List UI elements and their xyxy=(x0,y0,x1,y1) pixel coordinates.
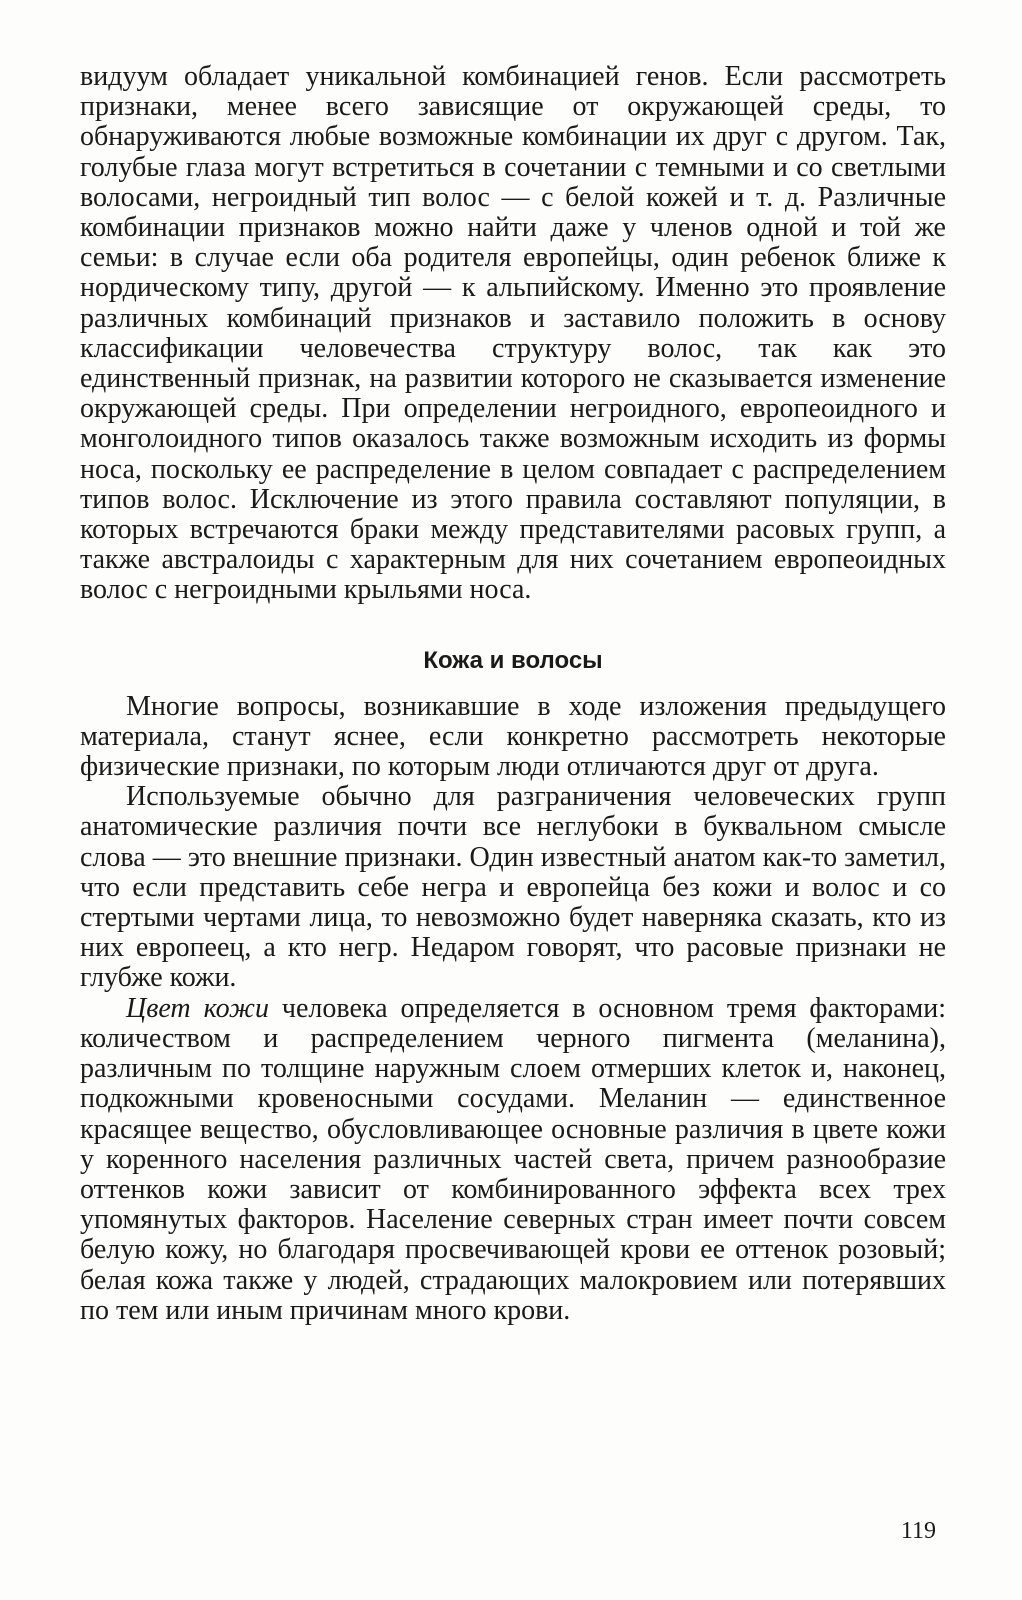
paragraph-intro: Многие вопросы, возникавшие в ходе изложения предыдущего материала, станут яснее, если конкретно рассмотреть некоторые физические признаки, по которым люди отличаются друг от друга. xyxy=(80,690,946,783)
italic-term: Цвет кожи xyxy=(126,992,269,1024)
section-heading: Кожа и волосы xyxy=(423,646,603,674)
paragraph-continuation: видуум обладает уникальной комбинацией генов. Если рассмотреть признаки, менее всего зависящие от окружающей среды, то обнаруживаются любые возможные комбинации их друг с другом. Так, голубые глаза могут встретиться в сочетании с темными и со светлыми волосами, негроидный тип волос — с белой кожей и т. д. Различные комбинации признаков можно найти даже у членов одной и той же семьи: в случае если оба родителя европейцы, один ребенок ближе к нордическому типу, другой — к альпийскому. Именно это проявление различных комбинаций признаков и заставило положить в основу классификации человечества структуру волос, так как это единственный признак, на развитии которого не сказывается изменение окружающей среды. При определении негроидного, европеоидного и монголоидного типов оказалось также возможным исходить из формы носа, поскольку ее распределение в целом совпадает с распределением типов волос. Исключение из этого правила составляют популяции, в которых встречаются браки между представителями расовых групп, а также австралоиды с характерным для них сочетанием европеоидных волос с негроидными крыльями носа. xyxy=(80,61,946,606)
page-number: 119 xyxy=(900,1518,936,1544)
paragraph-skin-color-text: человека определяется в основном тремя факторами: количеством и распределением черного пигмента (меланина), различным по толщине наружным слоем отмерших клеток и, наконец, подкожными кровеносными сосудами. Меланин — единственное красящее вещество, обусловливающее основные различия в цвете кожи у коренного населения различных частей света, причем разнообразие оттенков кожи зависит от комбинированного эффекта всех трех упомянутых факторов. Население северных стран имеет почти совсем белую кожу, но благодаря просвечивающей крови ее оттенок розовый; белая кожа также у людей, страдающих малокровием или потерявших по тем или иным причинам много крови. xyxy=(80,992,946,1326)
paragraph-anatomy: Используемые обычно для разграничения человеческих групп анатомические различия почти все неглубоки в буквальном смысле слова — это внешние признаки. Один известный анатом как-то заметил, что если представить себе негра и европейца без кожи и волос и со стертыми чертами лица, то невозможно будет наверняка сказать, кто из них европеец, а кто негр. Недаром говорят, что расовые признаки не глубже кожи. xyxy=(80,781,946,994)
paragraph-skin-color xyxy=(80,994,946,1326)
text-column xyxy=(80,62,946,1326)
